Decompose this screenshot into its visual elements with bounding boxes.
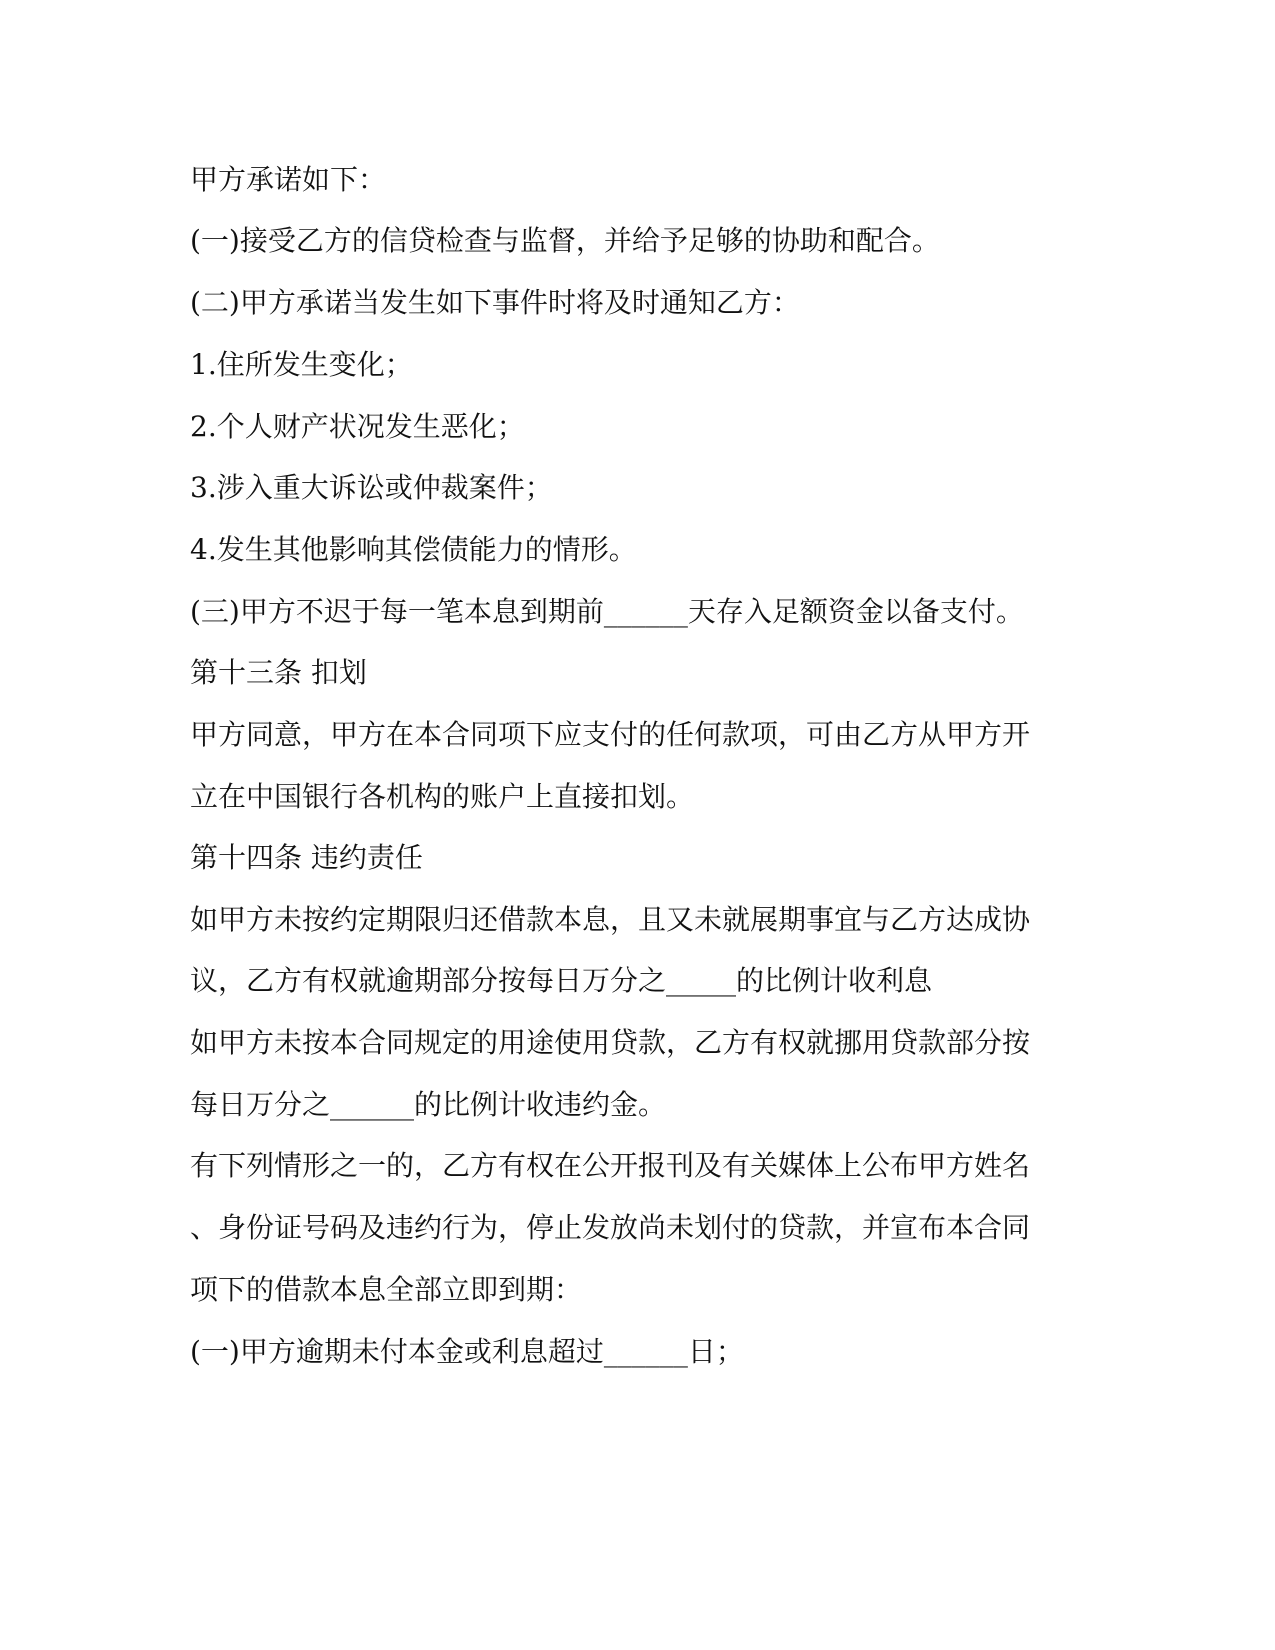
- list-item: 3.涉入重大诉讼或仲裁案件；: [190, 471, 553, 504]
- list-item: 2.个人财产状况发生恶化；: [190, 410, 525, 443]
- text-line: (三)甲方不迟于每一笔本息到期前______天存入足额资金以备支付。: [190, 595, 1024, 628]
- section-heading: 第十四条 违约责任: [190, 841, 423, 874]
- text-line: 、身份证号码及违约行为，停止发放尚未划付的贷款，并宣布本合同: [190, 1211, 1031, 1244]
- text-line: 项下的借款本息全部立即到期：: [190, 1273, 583, 1306]
- text-line: (二)甲方承诺当发生如下事件时将及时通知乙方：: [190, 286, 800, 319]
- text-line: 议，乙方有权就逾期部分按每日万分之_____的比例计收利息: [190, 964, 933, 997]
- text-line: (一)接受乙方的信贷检查与监督，并给予足够的协助和配合。: [190, 224, 940, 257]
- text-line: 甲方同意，甲方在本合同项下应支付的任何款项，可由乙方从甲方开: [190, 718, 1031, 751]
- list-item: 1.住所发生变化；: [190, 348, 413, 381]
- text-line: 每日万分之______的比例计收违约金。: [190, 1088, 667, 1121]
- text-line: 如甲方未按约定期限归还借款本息，且又未就展期事宜与乙方达成协: [190, 903, 1031, 936]
- section-heading: 第十三条 扣划: [190, 656, 367, 689]
- text-line: 立在中国银行各机构的账户上直接扣划。: [190, 780, 695, 813]
- text-line: 有下列情形之一的，乙方有权在公开报刊及有关媒体上公布甲方姓名: [190, 1149, 1031, 1182]
- text-line: (一)甲方逾期未付本金或利息超过______日；: [190, 1335, 744, 1368]
- list-item: 4.发生其他影响其偿债能力的情形。: [190, 533, 637, 566]
- text-line: 如甲方未按本合同规定的用途使用贷款，乙方有权就挪用贷款部分按: [190, 1026, 1031, 1059]
- text-line: 甲方承诺如下：: [190, 163, 387, 196]
